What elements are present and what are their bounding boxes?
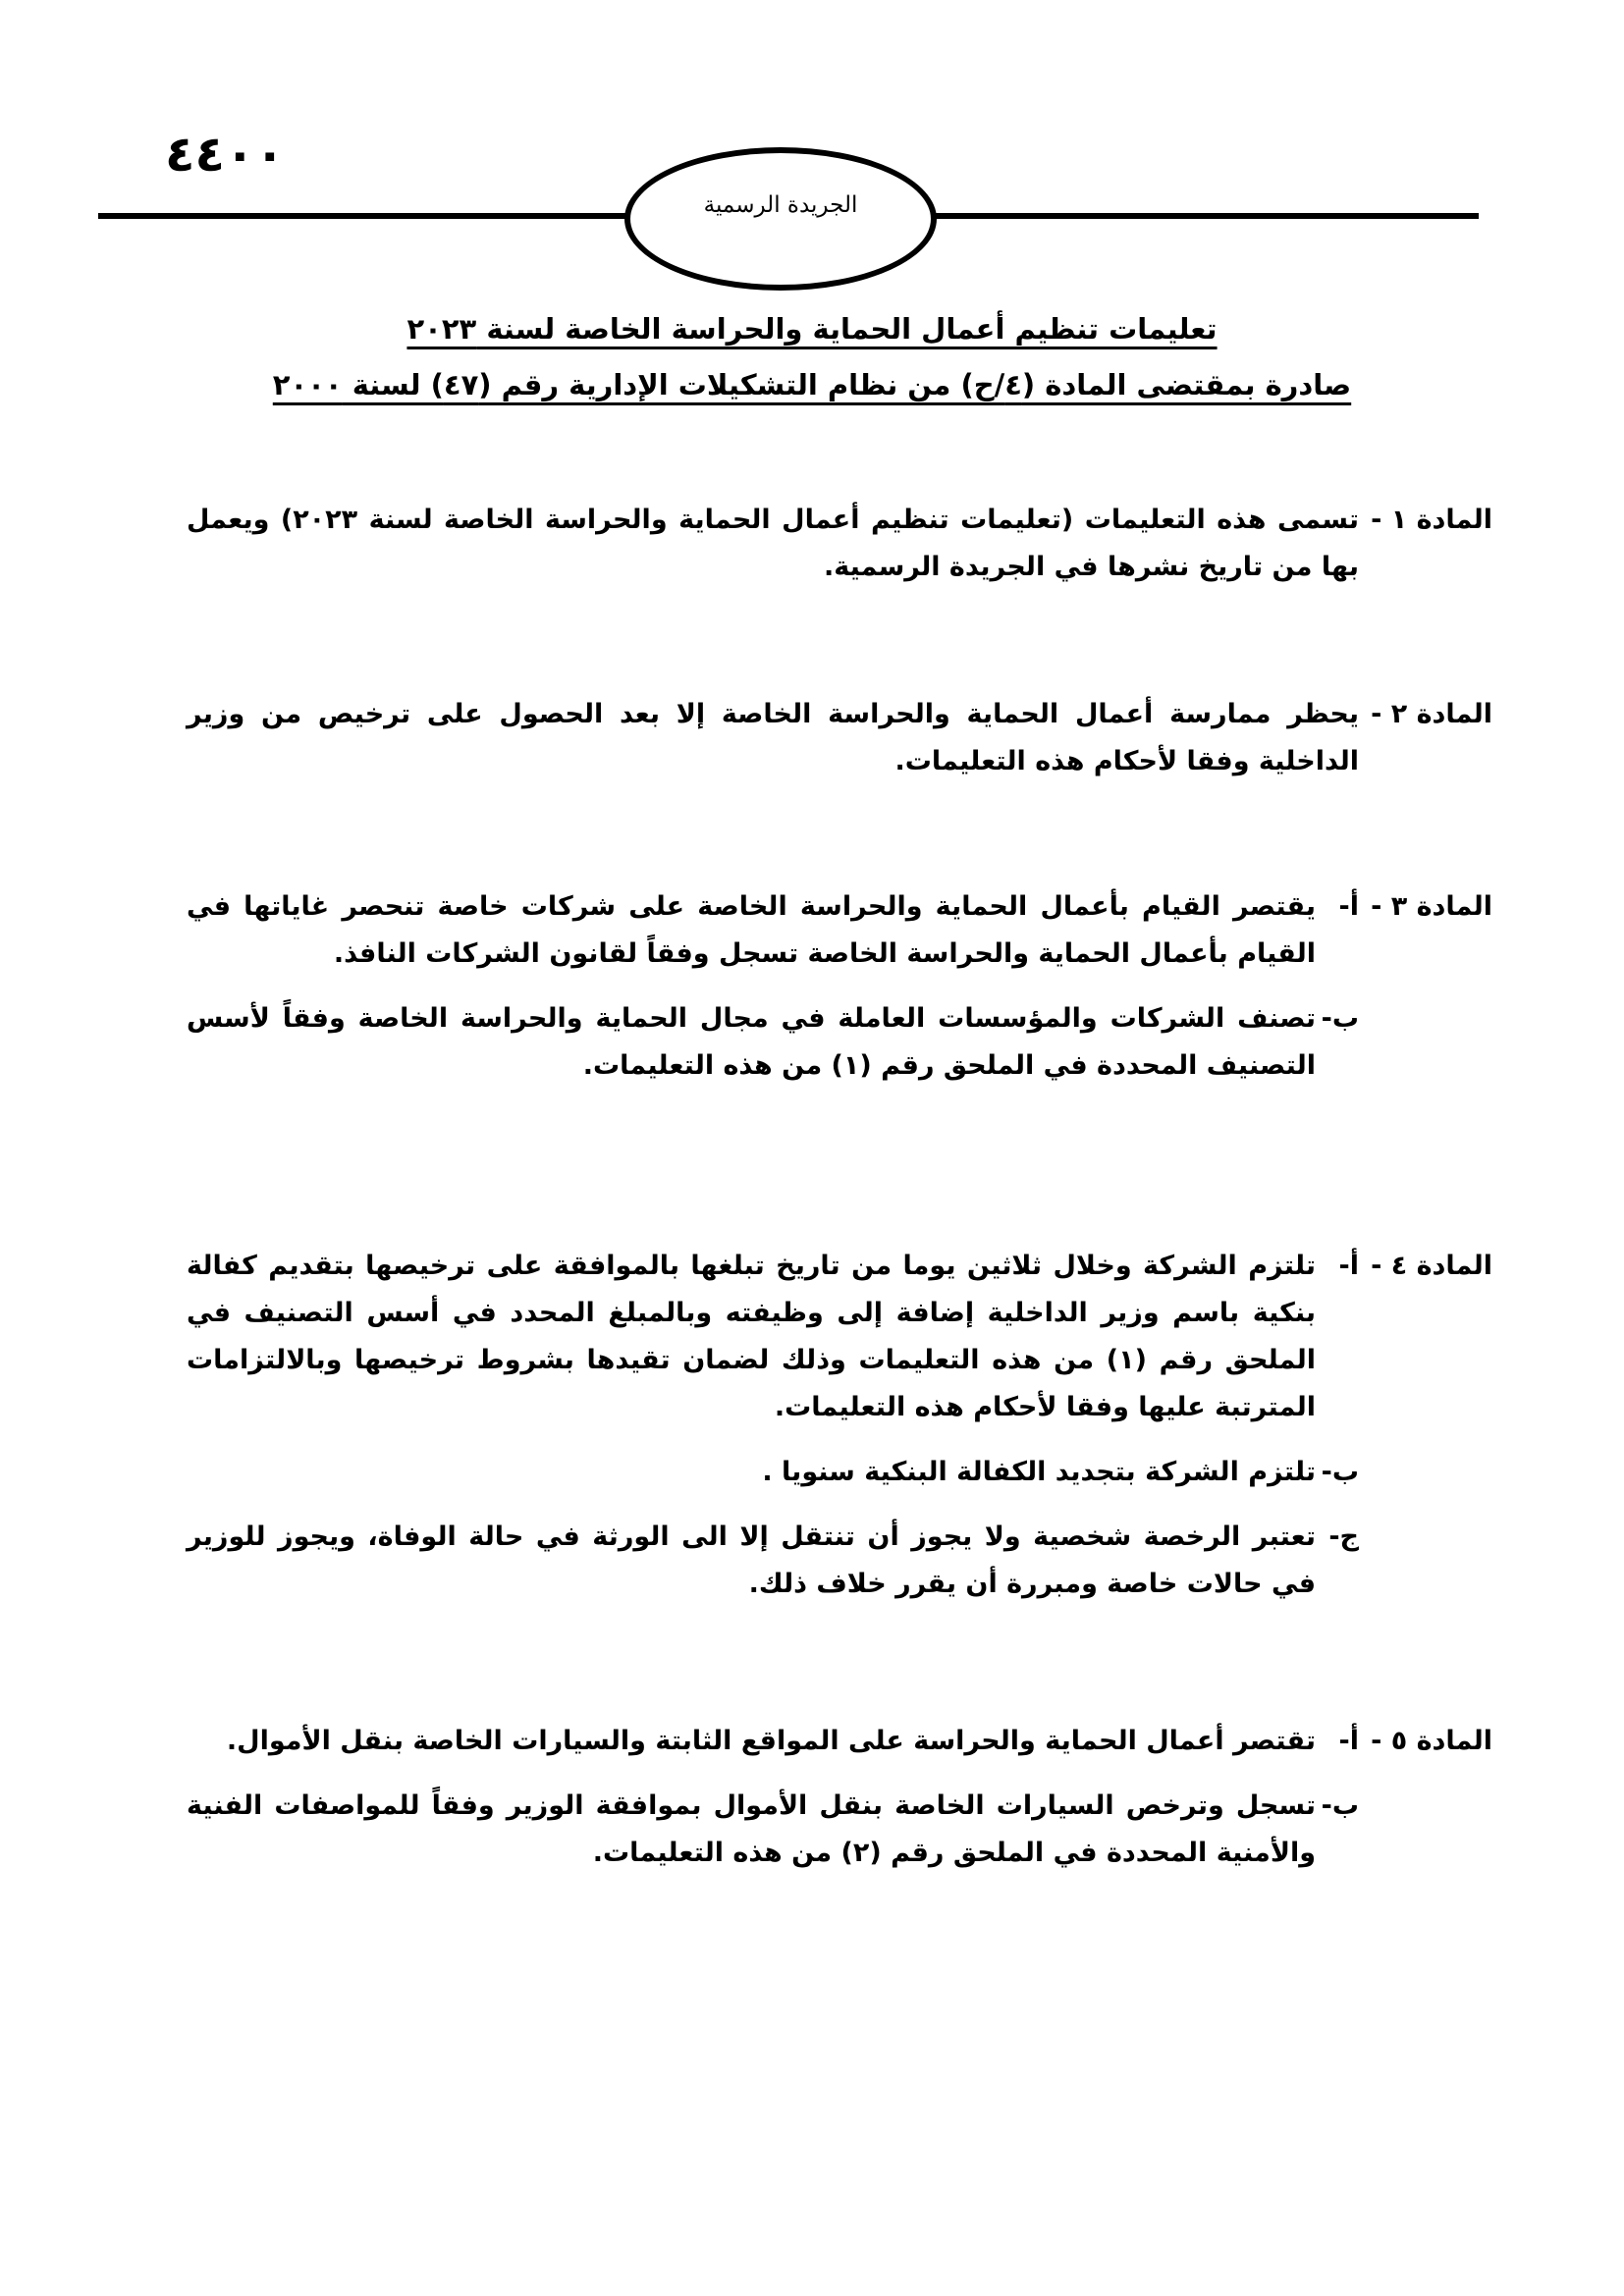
item-text: تعتبر الرخصة شخصية ولا يجوز أن تنتقل إلا الى الورثة في حالة الوفاة، ويجوز للوزير في حالات خاصة ومبررة أن يقرر خلاف ذلك.: [187, 1522, 1316, 1599]
item-letter: ب-: [1321, 1790, 1359, 1821]
article-3-item-a: [187, 883, 1359, 978]
article-3-label: المادة ٣ -: [1371, 891, 1492, 922]
article-2: [187, 691, 1492, 785]
item-letter: ب-: [1321, 1457, 1359, 1487]
item-text: يقتصر القيام بأعمال الحماية والحراسة الخاصة على شركات خاصة تنحصر غاياتها في القيام بأعمال الحماية والحراسة الخاصة تسجل وفقاً لقانون الشركات النافذ.: [187, 891, 1316, 969]
item-text: تصنف الشركات والمؤسسات العاملة في مجال الحماية والحراسة الخاصة وفقاً لأسس التصنيف المحددة في الملحق رقم (١) من هذه التعليمات.: [187, 1003, 1316, 1081]
item-text: تسجل وترخص السيارات الخاصة بنقل الأموال بموافقة الوزير وفقاً للمواصفات الفنية والأمنية المحددة في الملحق رقم (٢) من هذه التعليمات.: [187, 1790, 1316, 1868]
article-5-item-a: [187, 1718, 1359, 1765]
article-4-item-c: [187, 1514, 1359, 1608]
document-subtitle: صادرة بمقتضى المادة (٤/ح) من نظام التشكيلات الإدارية رقم (٤٧) لسنة ٢٠٠٠: [272, 368, 1352, 401]
item-text: تلتزم الشركة بتجديد الكفالة البنكية سنويا .: [762, 1457, 1316, 1487]
document-title: تعليمات تنظيم أعمال الحماية والحراسة الخاصة لسنة ٢٠٢٣: [406, 312, 1218, 346]
article-4-item-a: [187, 1243, 1359, 1431]
article-1-text: تسمى هذه التعليمات (تعليمات تنظيم أعمال الحماية والحراسة الخاصة لسنة ٢٠٢٣) ويعمل بها من تاريخ نشرها في الجريدة الرسمية.: [187, 505, 1360, 582]
article-5: [187, 1718, 1492, 1895]
article-3-item-b: [187, 995, 1359, 1090]
item-text: تقتصر أعمال الحماية والحراسة على المواقع الثابتة والسيارات الخاصة بنقل الأموال.: [226, 1726, 1316, 1756]
gazette-oval: [624, 147, 937, 291]
article-4-label: المادة ٤ -: [1371, 1251, 1492, 1281]
item-letter: ج-: [1328, 1522, 1359, 1552]
item-letter: أ-: [1338, 891, 1359, 922]
article-3: [187, 883, 1492, 1107]
article-5-item-b: [187, 1783, 1359, 1877]
article-4-item-b: [187, 1449, 1359, 1496]
page-number: ٤٤٠٠: [165, 126, 286, 183]
article-1: [187, 497, 1492, 591]
article-2-label: المادة ٢ -: [1371, 699, 1492, 729]
item-letter: ب-: [1321, 1003, 1359, 1034]
gazette-name: الجريدة الرسمية: [703, 192, 858, 218]
item-letter: أ-: [1338, 1726, 1359, 1756]
item-letter: أ-: [1338, 1251, 1359, 1281]
article-5-label: المادة ٥ -: [1371, 1726, 1492, 1756]
item-text: تلتزم الشركة وخلال ثلاثين يوما من تاريخ تبلغها بالموافقة على ترخيصها بتقديم كفالة بنكية باسم وزير الداخلية إضافة إلى وظيفته وبالمبلغ المحدد في أسس التصنيف في الملحق رقم (١) من هذه التعليمات وذلك لضمان تقيدها بشروط ترخيصها وبالالتزامات المترتبة عليها وفقا لأحكام هذه التعليمات.: [187, 1251, 1316, 1422]
article-4: [187, 1243, 1492, 1626]
article-1-label: المادة ١ -: [1371, 505, 1492, 535]
article-2-text: يحظر ممارسة أعمال الحماية والحراسة الخاصة إلا بعد الحصول على ترخيص من وزير الداخلية وفقا لأحكام هذه التعليمات.: [187, 699, 1359, 776]
